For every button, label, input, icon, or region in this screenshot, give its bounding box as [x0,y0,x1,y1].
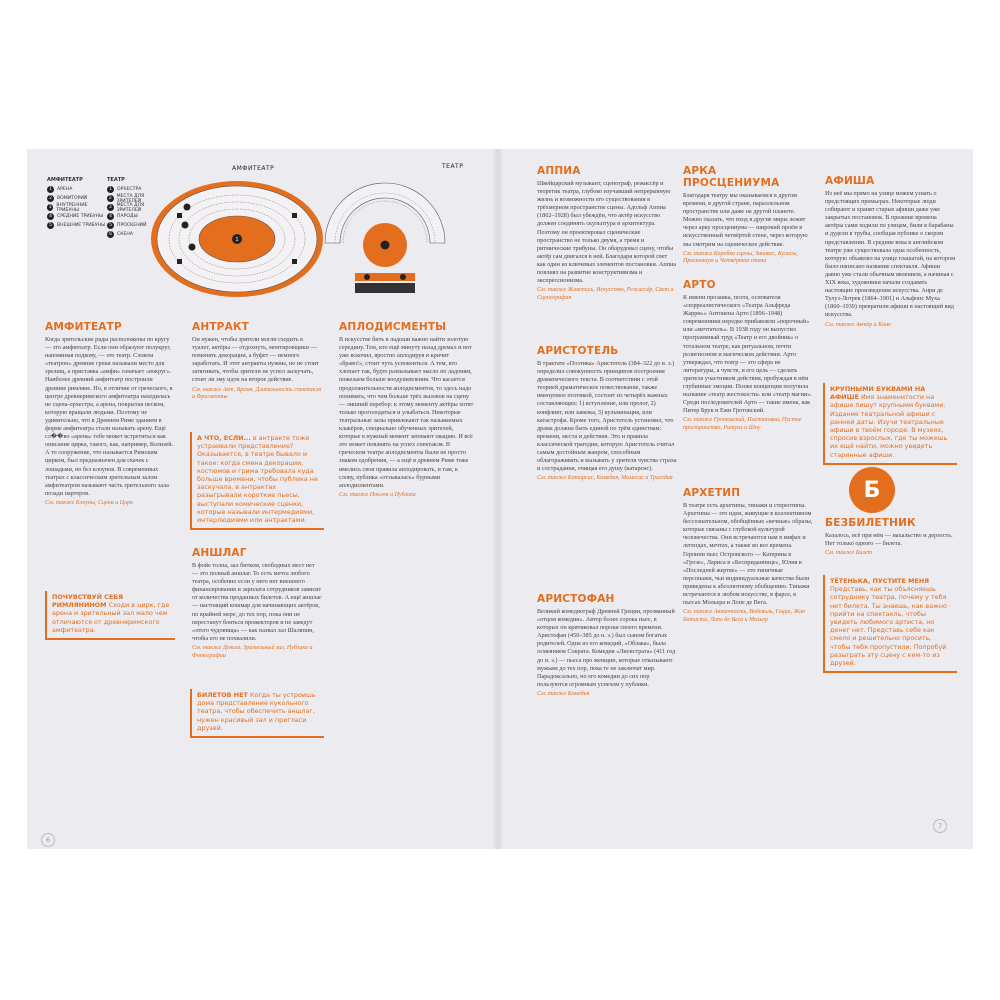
amphitheater-diagram [147,177,327,302]
entry-title: АМФИТЕАТР [45,321,122,333]
legend-label: ОРХЕСТРА [117,187,142,192]
see-also: См. также Клоуны, Сцена и Цирк [45,499,133,506]
entry-proscenium [683,165,813,271]
amphitheater-diagram-label: АМФИТЕАТР [232,165,275,172]
entry-applause [339,321,474,661]
entry-fullhouse [192,547,322,683]
see-also: См. также Гротовский, Постановка, Пустое пространство, Ритуал и Шоу [683,417,802,431]
entry-text: В театре есть архетипы, типажи и стереотипы. Архетипы — это идеи, живущие в коллективном бессознательном, обобщённые «вечные» образы, которые связаны с глубокой культурой человечества. Они встречаются нам в мифах и легендах, мечтах, а также во все времена. Героини пьес Островского — Катерина в «Грозе», Лариса в «Бесприданнице», Юлия в «Последней жертве» — это типичные персонажи, чьи индивидуальные качества были приведены к абсолютному обобщению. Типажи встречаются в любом искусстве, в фарсе, в пьесах Мольера и Лопе де Вега. [683,502,813,607]
amphitheater-legend [47,177,107,230]
auntie-note-inner [825,575,957,673]
entry-text: В фойе толпа, зал битком, свободных мест нет — это полный аншлаг. То есть мечта любого театра, особенно если у него нет внешнего финансирования и зарплата сотрудников зависит от количества проданных билетов. А ещё аншлаг — настоящий кошмар для начинающих актёров, по крайней мере, до тех пор, пока они не перестанут бояться прожекторов и не заведут «этого чудовища» — как назвал зал Шаляпин, чтобы его не похвалили. [192,562,322,642]
legend-item [47,212,107,221]
entry-text: Великий комедиограф Древней Греции, прозванный «отцом комедии». Автор более сорока пьес, в которых он критиковал пороки своего времени. Аристофан (450–385 до н. э.) был сыном богатых родителей. Одна из его комедий, «Облака», была осмеянием Сократа. Комедия «Лисистрата» (411 год до н. э.) — пьеса про женщин, которые отказывают мужьям до тех пор, пока те не заключат мир. Парадоксально, но его комедии до сих пор пользуются огромным успехом у публики. [537,608,676,688]
entry-text: Благодаря театру мы оказываемся в другом времени, в другой стране, параллельном пространстве или даже на другой планете. Можно сказать, что вход в другие миры лежит через арку просцениума — широкий проём в искусственный четвёртой стене, через которую мы смотрим на сценическое действие. [683,192,808,248]
big-letters-note-heading: КРУПНЫМИ БУКВАМИ НА АФИШЕ [830,385,926,402]
big-letters-note-body: Имя знаменитости на афише пишут крупными буквами. Издание театральной афиши с ранней даты. Изучи театральные афиши в твоём городе. В музеях, спросив взрослых, где ты можешь их ещё найти, можно увидеть старинные афиши. [830,393,948,459]
what-if-note [190,432,324,530]
what-if-note-heading: А ЧТО, ЕСЛИ... [197,434,251,442]
entry-title: АРКА ПРОСЦЕНИУМА [683,165,780,189]
see-also: См. также Поклон и Публика [339,491,416,498]
legend-number: 6 [107,231,114,238]
legend-label: ВНЕШНИЕ ТРИБУНЫ [57,223,106,228]
auntie-note-body: Представь, как ты объясняешь сотруднику театра, почему у тебя нет билета. Ты знаешь, как важно прийти на спектакль, чтобы увидеть любимого артиста, но денег нет. Представь себе как смело и решительно просить, чтобы тебя пропустили. Попробуй разыграть эту сцену с кем-то из друзей. [830,585,947,668]
see-also: См. также Коробка сцены, Занавес, Кулисы, Проскениум и Четвёртая стена [683,250,798,265]
entry-title: АНШЛАГ [192,547,247,559]
legend-label: ВНУТРЕННИЕ ТРИБУНЫ [56,202,88,213]
big-letters-note-inner [825,383,957,465]
page-number-left: 6 [41,833,55,847]
entry-title: БЕЗБИЛЕТНИК [825,517,916,529]
entry-title: АРТО [683,279,716,291]
entry-appia [537,165,677,335]
page-number-right: 7 [933,819,947,833]
see-also: См. также Античность, Водевиль, Гоцци, Жан Батиста, Лопе де Вега и Мольер [683,609,806,623]
entry-text: Казалось, всё при нём — нахальство и дерзость. Нет только одного — билета. [825,532,953,548]
auntie-note [823,575,957,673]
entry-text: Он нужен, чтобы зрители могли сходить в туалет, актёры — отдохнуть, монтировщики — поменять декорации, а буфет — немного заработать. И этот антракты нужны, но не стоит затягивать, чтобы зрители не успел заскучать, стоит ли эму идти на второе действие. [192,336,319,384]
entry-intermission [192,321,322,426]
entry-text: В искусстве бить в ладоши важно найти золотую середину. Тем, кто ещё минуту назад дремал и вот уже вскочил, яростно аплодируя и кричит «браво!», стоит чуть успокоиться. А тем, кто хлопает так, будто размазывает масло по ладоням, пожелаем больше воодушевления. Что касается продолжительности аплодисментов, то здесь надо понимать, что чем больше трёх вызовов на сцену — лишний перебор: к этому моменту актёры хотят только проголодаться и улыбаться. Некоторые театральные залы привлекают так называемых клакёров, специально обученных зрителей, которые в нужный момент затевают овацию. И всё это может повлиять на успех спектакля. В греческом театре аплодисменты были не просто знаком одобрения, — а ещё в древнем Риме тоже имелись свои правила аплодировать, и там, к слову, публика «отзывалась» бурными аплодисментами. [339,336,474,489]
entry-text: В трактате «Поэтика» Аристотель (384–322 до н. э.) определил совокупность принципов построения драматического текста. В соответствии с этой теорией драматическое повествование, также именуемое поэтикой, состоит из четырёх важных составляющих: 1) вступление, или пролог, 2) конфликт, или завязка, 3) кульминация, или катастрофа. Кроме того, Аристотель установил, что драма должна быть единой по трём единствам: времени, места и действия. Это и правила классической трагедии, которую Аристотель считал самым достойным жанром, способным облагораживать и вызывать у зрителя чувства страха и сострадания, очищая его душу (катарсис). [537,360,677,473]
no-tickets-note-heading: БИЛЕТОВ НЕТ [197,691,248,699]
roman-note-inner [47,591,175,640]
legend-label: ПАРОДЫ [117,214,138,219]
theater-legend-title: ТЕАТР [107,177,125,183]
entry-title: АРХЕТИП [683,487,741,499]
legend-number: 3 [108,205,112,210]
entry-text: Когда зрительские ряды расположены по кругу — это амфитеатр. Если они образуют полукруг, напоминая подкову, — это театр. Словом «театрон» древние греки называли место для зрелищ, а приставка «амфи» означает «вокруг». Наиболее древний амфитеатр построили древние римляне. Но, в отличие от греческого, в центре древнеримского амфитеатра находилась не сцена-орхестра, а арена, покрытая песком, которую вращали людьми. Поэтому не удивительно, что в Древнем Риме зданием в форме амфитеатра стали называть арену. Ещё сл��во «арена» тебе может встретиться как описание цирка, такого, как, например, Колизей. А то сооружение, что называется Римским цирком, был предназначен для скачек с лошадьми, но без клоунов. В современных театрах с классическим зрительным залом амфитеатром называют часть зрительного зала позади партеров. [45,336,174,497]
theater-diagram [315,173,455,303]
entry-title: АПЛОДИСМЕНТЫ [339,321,447,333]
entry-aristophanes [537,593,677,753]
entry-artaud [683,279,813,479]
legend-item [47,203,107,212]
amphitheater-legend-title: АМФИТЕАТР [47,177,83,183]
entry-title: АППИА [537,165,581,177]
entry-archetype [683,487,813,707]
letter-badge: Б [849,467,895,513]
see-also: См. также Актёр и Кино [825,321,892,328]
see-also: См. также Билет [825,550,872,557]
legend-label: АРЕНА [57,187,73,192]
legend-label: ВОМИТОРИЙ [57,196,88,201]
what-if-note-body: в антракте тоже устраивали представление? Оказывается, в театре бывало и такое: когда смена декорации, костюмов и грима требовала куда больше времени, чтобы публика не заскучала, в антрактах разыгрывали короткие пьесы, выступали комические сценки, которые называли интермедиями, интерлюдиями или антрактами. [197,434,318,525]
entry-poster [825,175,955,383]
roman-note-body: Сходи в цирк, где арена и зрительный зал мало чем отличаются от древнеримского амфитеатра. [52,601,170,634]
entry-text: Швейцарский музыкант, сценограф, режиссёр и теоретик театра, глубоко изучавший непрерывную жизнь и возможности его существования в трёхмерном пространстве сцены. Адольф Аппиа (1862–1928) был убеждён, что актёр искусство должен соединять скульптура и архитектура. Поэтому он проектировал сценические пространство не только двумя, а тремя и ритмические трибуны. Он оборудовал сцену, чтобы актёр сам двигался в ней. Благодаря которой свет как один из ключевых элементов постановки. Аппиа повлиял на развитие конструктивизма и экспрессионизма. [537,180,677,285]
no-tickets-note-text [197,691,320,732]
legend-number: 1 [47,186,54,193]
entry-text: Из неё мы прямо на улице можем узнать о предстоящих премьерах. Некоторые люди собирают и хранят старые афиши даже уже закрытых постановок. В прежние времена актёры сами ходили по улицам, били в барабаны и дудели в трубы, сообщая публике о скором представлении. В средние века в английском театре уже существовала одна особенность, которую объявлял на улице глашатай, на котором было написано название спектакля. Афиши давно уже стали обычным явлением, а начиная с XIX века, художники начали создавать настоящие произведения искусства. Анри де Тулуз-Лотрек (1864–1901) и Альфонс Муха (1860–1939) превратили афиши в настоящий вид искусства. [825,190,955,319]
no-tickets-note [190,689,324,738]
svg-text:1: 1 [235,237,239,243]
theater-diagram-label: ТЕАТР [442,163,464,170]
legend-number: 3 [48,205,52,210]
no-tickets-note-body: Когда ты устроишь дома представление кукольного театра, чтобы обеспечить аншлаг, нужен красивый зал и пригласи друзей. [197,691,316,732]
see-also: См. также Деньги, Зрительный зал, Публика и Фотографии [192,644,313,659]
entry-title: АФИША [825,175,875,187]
legend-number: 4 [107,213,114,220]
page-gutter [492,149,504,849]
legend-label: ПРОСКЕНИЙ [117,223,147,228]
book-spread [27,149,973,849]
legend-item [47,185,107,194]
roman-note-heading: ПОЧУВСТВУЙ СЕБЯ РИМЛЯНИНОМ [52,593,124,610]
legend-label: СРЕДНИЕ ТРИБУНЫ [57,214,104,219]
what-if-note-inner [192,432,324,530]
legend-label: СКЕНА [117,232,133,237]
big-letters-note [823,383,957,465]
entry-title: АНТРАКТ [192,321,250,333]
entry-aristotle [537,345,677,583]
legend-number: 5 [107,222,114,229]
auntie-note-text [830,577,953,667]
entry-no-ticket [825,517,955,569]
see-also: См. также Акт, Время, Длительность спектакля и Фрагменты [192,386,322,401]
legend-number: 5 [47,222,54,229]
legend-number: 1 [107,186,114,193]
entry-amphitheater [45,321,175,591]
legend-label: МЕСТА ДЛЯ ЗРИТЕЛЕЙ [116,202,145,213]
see-also: См. также Катарсис, Комедия, Мимесис и Трагедия [537,475,673,482]
see-also: См. также Комедия [537,690,590,697]
roman-note-text [52,593,171,634]
legend-item [47,221,107,230]
legend-number: 2 [47,195,54,202]
legend-number: 2 [108,196,112,201]
entry-text: К имени прозаика, поэта, основателя «сюрреалистического «Театра Альфреда Жарри»» Антонена Арто (1896–1948) современники нередко прибавляли «порочный» или «мечтатель». В 1938 году он выпустил программный труд «Театр и его двойник» о тотальном театре, как ритуальном, почти религиозном и магическом действии. Арто утверждал, что театр — это сфера не литературы, а чувств, и его цель — сделать зрителя участником действия, пробуждая в нём глубинные эмоции. Позже концепция получила название «театр жестокости» или «театр магии». Среди последователей Арто — такие имена, как Питер Брук и Ежи Гротовский. [683,294,812,415]
entry-title: АРИСТОФАН [537,593,615,605]
auntie-note-heading: ТЁТЕНЬКА, ПУСТИТЕ МЕНЯ [830,577,930,585]
roman-note [45,591,175,640]
no-tickets-note-inner [192,689,324,738]
big-letters-note-text [830,385,953,459]
what-if-note-text [197,434,320,524]
legend-number: 4 [47,213,54,220]
entry-title: АРИСТОТЕЛЬ [537,345,619,357]
see-also: См. также Живопись, Искусство, Режиссёр, Свет и Сценография [537,287,674,301]
legend-label: МЕСТА ДЛЯ ЗРИТЕЛЕЙ [116,193,145,204]
